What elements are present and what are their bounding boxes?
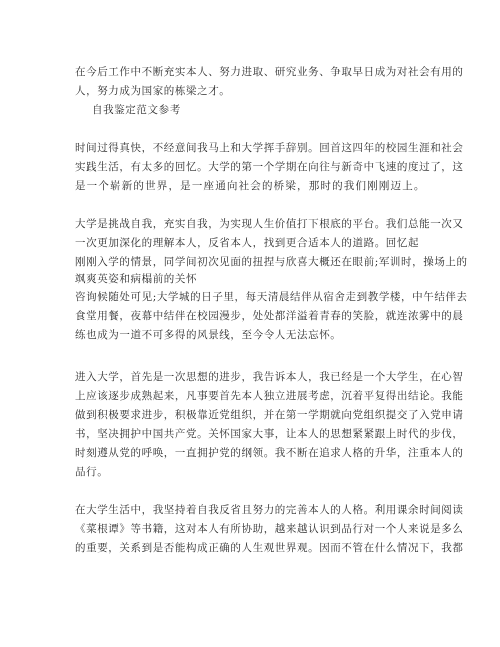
section-heading: 自我鉴定范文参考	[92, 104, 181, 116]
paragraph-line: 刚刚入学的情景，同学间初次见面的扭捏与欣喜大概还在眼前;军训时，操场上的	[75, 256, 468, 268]
paragraph-line: 品行。	[75, 466, 109, 478]
paragraph-line: 飒爽英姿和病榻前的关怀	[75, 273, 198, 285]
paragraph-line: 做到积极要求进步，积极靠近党组织，并在第一学期就向党组织提交了入党申请	[75, 409, 464, 421]
intro-line: 在今后工作中不断充实本人、努力进取、研究业务、争取早日成为对社会有用的	[75, 66, 464, 78]
paragraph-line: 食堂用餐，夜幕中结伴在校园漫步，处处都洋溢着青春的笑脸，就连浓雾中的晨	[75, 310, 464, 322]
paragraph-line: 练也成为一道不可多得的风景线，至今令人无法忘怀。	[75, 329, 342, 341]
paragraph-line: 的重要，关系到是否能构成正确的人生观世界观。因而不管在什么情况下，我都	[75, 542, 464, 554]
paragraph-line: 大学是挑战自我，充实自我，为实现人生价值打下根底的平台。我们总能一次又	[75, 218, 464, 230]
paragraph-line: 《菜根谭》等书籍，这对本人有所协助，越来越认识到品行对一个人来说是多么	[75, 523, 464, 535]
paragraph-line: 进入大学，首先是一次思想的进步，我告诉本人，我已经是一个大学生，在心智	[75, 371, 464, 383]
paragraph-line: 一次更加深化的理解本人，反省本人，找到更合适本人的道路。回忆起	[75, 237, 420, 249]
paragraph-line: 实践生活，有太多的回忆。大学的第一个学期在向往与新奇中飞速的度过了，这	[75, 161, 464, 173]
paragraph-line: 书，坚决拥护中国共产党。关怀国家大事，让本人的思想紧紧跟上时代的步伐，	[75, 428, 464, 440]
paragraph-line: 时刻遵从党的呼唤，一直拥护党的纲领。我不断在追求人格的升华，注重本人的	[75, 447, 464, 459]
paragraph-line: 时间过得真快，不经意间我马上和大学挥手辞别。回首这四年的校园生涯和社会	[75, 142, 464, 154]
paragraph-line: 是一个崭新的世界，是一座通向社会的桥梁，那时的我们刚刚迈上。	[75, 180, 425, 192]
intro-line: 人，努力成为国家的栋梁之才。	[75, 85, 231, 97]
paragraph-line: 在大学生活中，我坚持着自我反省且努力的完善本人的人格。利用课余时间阅读	[75, 504, 464, 516]
paragraph-line: 咨询候随处可见;大学城的日子里，每天清晨结伴从宿舍走到教学楼，中午结伴去	[75, 291, 468, 303]
paragraph-line: 上应该逐步成熟起来，凡事要首先本人独立进展考虑，沉着平复得出结论。我能	[75, 390, 464, 402]
